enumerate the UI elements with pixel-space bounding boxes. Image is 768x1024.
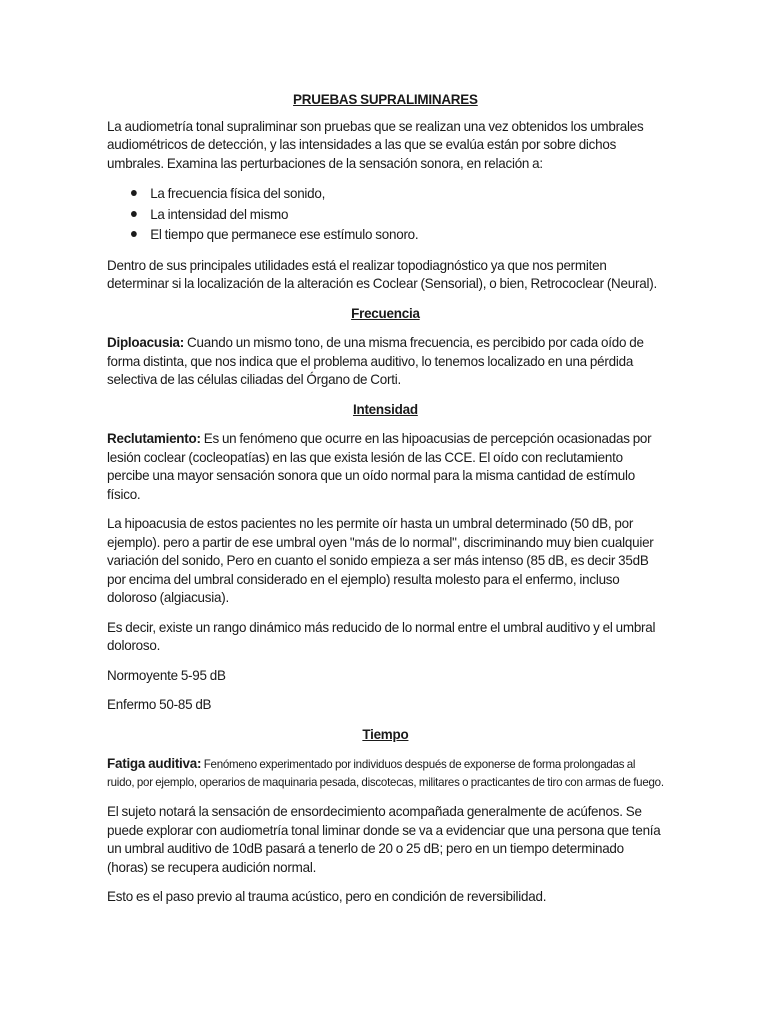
term-fatiga-auditiva: Fatiga auditiva: <box>107 755 202 771</box>
hipoacusia-paragraph: La hipoacusia de estos pacientes no les permite oír hasta un umbral determinado (50 dB, por ejemplo). pero a partir de ese umbral oyen "más de lo normal", discriminando muy bien cualquier variación del sonido, Pero en cuanto el sonido empieza a ser más intenso (85 dB, es decir 35dB por encima del umbral considerado en el ejemplo) resulta molesto para el enfermo, incluso doloroso (algiacusia). <box>107 515 654 605</box>
reclutamiento-paragraph <box>107 429 664 503</box>
fatiga-paragraph <box>107 754 664 791</box>
document-title: PRUEBAS SUPRALIMINARES <box>293 91 478 107</box>
diploacusia-paragraph <box>107 333 664 389</box>
diploacusia-text: Cuando un mismo tono, de una misma frecuencia, es percibido por cada oído de forma distinta, que nos indica que el problema auditivo, lo tenemos localizado en una pérdida selectiva de las células ciliadas del Órgano de Corti. <box>107 334 644 387</box>
section-heading-tiempo: Tiempo <box>362 725 409 742</box>
section-heading-frecuencia: Frecuencia <box>351 304 420 321</box>
intro-paragraph: La audiometría tonal supraliminar son pruebas que se realizan una vez obtenidos los umbrales audiométricos de detección, y las intensidades a las que se evalúa están por sobre dichos umbrales. Examina las perturbaciones de la sensación sonora, en relación a: <box>107 117 644 171</box>
reclutamiento-text: Es un fenómeno que ocurre en las hipoacusias de percepción ocasionadas por lesión coclear (cocleopatías) en las que exista lesión de las CCE. El oído con reclutamiento percibe una mayor sensación sonora que un oído normal para la misma cantidad de estímulo físico. <box>107 430 652 502</box>
trauma-acustico-paragraph: Esto es el paso previo al trauma acústico, pero en condición de reversibilidad. <box>107 888 547 904</box>
list-item: El tiempo que permanece ese estímulo sonoro. <box>107 224 664 245</box>
aspects-list <box>107 183 664 245</box>
enfermo-line: Enfermo 50-85 dB <box>107 696 212 712</box>
list-item: La frecuencia física del sonido, <box>107 183 664 204</box>
list-item: La intensidad del mismo <box>107 204 664 225</box>
document-body <box>107 90 664 917</box>
term-diploacusia: Diploacusia: <box>107 334 185 350</box>
ensordecimiento-paragraph: El sujeto notará la sensación de ensordecimiento acompañada generalmente de acúfenos. Se puede explorar con audiometría tonal liminar donde se va a evidenciar que una persona que tenía un umbral auditivo de 10dB pasará a tenerlo de 20 o 25 dB; pero en un tiempo determinado (horas) se recupera audición normal. <box>107 803 661 875</box>
utilities-paragraph: Dentro de sus principales utilidades está el realizar topodiagnóstico ya que nos permiten determinar si la localización de la alteración es Coclear (Sensorial), o bien, Retrococlear (Neural). <box>107 256 657 291</box>
section-heading-intensidad: Intensidad <box>352 400 418 417</box>
rango-dinamico-paragraph: Es decir, existe un rango dinámico más reducido de lo normal entre el umbral auditivo y el umbral doloroso. <box>107 618 656 653</box>
fatiga-text: Fenómeno experimentado por individuos después de exponerse de forma prolongadas al ruido, por ejemplo, operarios de maquinaria pesada, discotecas, militares o practicantes de tiro con armas de fuego. <box>107 757 664 789</box>
term-reclutamiento: Reclutamiento: <box>107 430 201 446</box>
normoyente-line: Normoyente 5-95 dB <box>107 666 226 683</box>
